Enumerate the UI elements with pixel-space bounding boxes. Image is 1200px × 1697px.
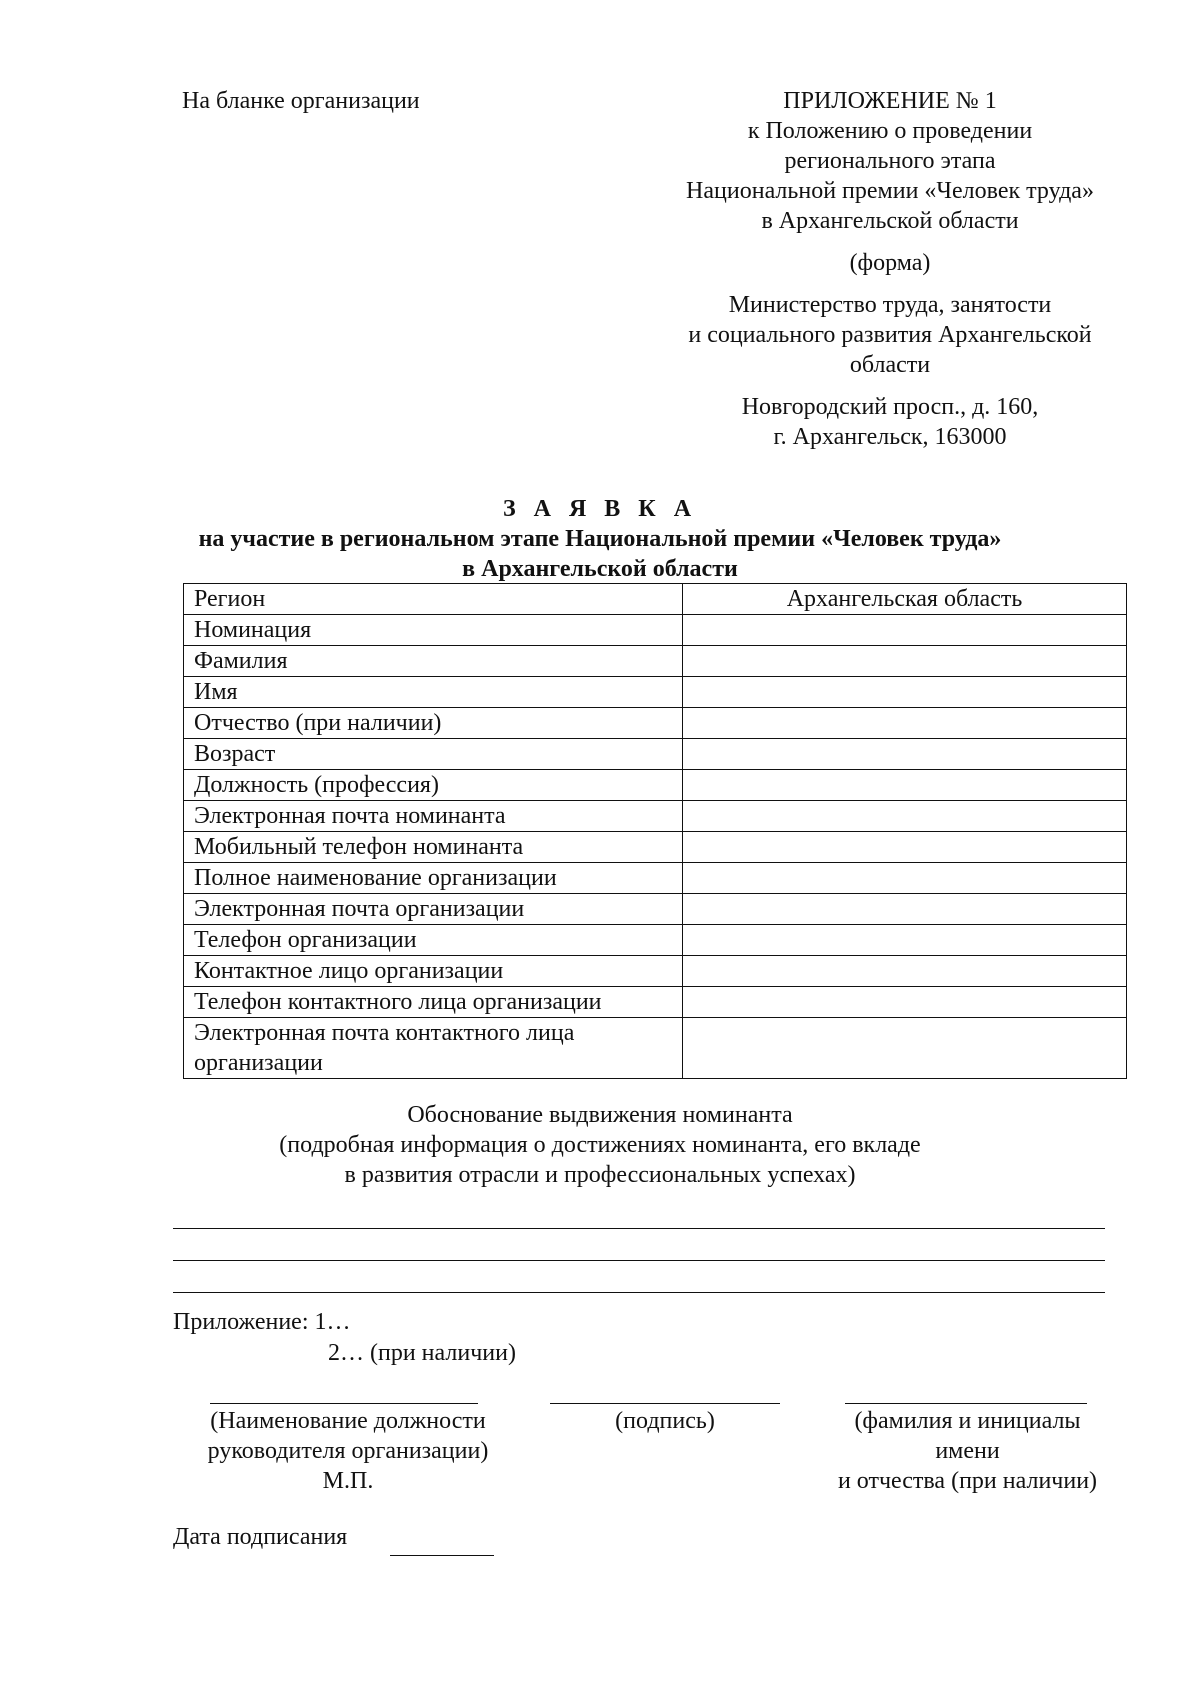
table-row [184, 894, 1127, 925]
table-row [184, 584, 1127, 615]
field-value[interactable] [683, 646, 1127, 677]
appendix-line: к Положению о проведении [747, 118, 1033, 144]
recipient-line: и социального развития Архангельской [688, 322, 1092, 348]
field-label: Электронная почта организации [184, 894, 683, 925]
field-value[interactable] [683, 739, 1127, 770]
field-value[interactable]: Архангельская область [683, 584, 1127, 615]
field-label: Электронная почта номинанта [184, 801, 683, 832]
field-value[interactable] [683, 801, 1127, 832]
field-label: Должность (профессия) [184, 770, 683, 801]
field-value[interactable] [683, 863, 1127, 894]
attachment-line-2: 2… (при наличии) [328, 1340, 516, 1366]
position-caption-line: (Наименование должности [210, 1408, 486, 1434]
justification-note: в развития отрасли и профессиональных успехах) [344, 1162, 856, 1188]
field-value[interactable] [683, 987, 1127, 1018]
field-value[interactable] [683, 832, 1127, 863]
address-line: г. Архангельск, 163000 [773, 424, 1007, 450]
field-value[interactable] [683, 956, 1127, 987]
signature-line[interactable] [550, 1403, 780, 1404]
field-label: Телефон организации [184, 925, 683, 956]
justification-block [0, 1100, 1200, 1190]
field-label: Полное наименование организации [184, 863, 683, 894]
field-label: Регион [184, 584, 683, 615]
table-row [184, 863, 1127, 894]
table-row [184, 925, 1127, 956]
appendix-header [650, 86, 1130, 452]
fill-in-line[interactable] [173, 1292, 1105, 1293]
field-value[interactable] [683, 925, 1127, 956]
name-caption-line: (фамилия и инициалы [854, 1408, 1081, 1434]
field-label: Контактное лицо организации [184, 956, 683, 987]
justification-note: (подробная информация о достижениях номинанта, его вкладе [279, 1132, 921, 1158]
signing-date-label: Дата подписания [173, 1524, 348, 1550]
justification-heading: Обоснование выдвижения номинанта [407, 1102, 793, 1128]
field-label: Телефон контактного лица организации [184, 987, 683, 1018]
title-main: З А Я В К А [502, 496, 698, 522]
letterhead-note: На бланке организации [182, 88, 420, 114]
title-subline: на участие в региональном этапе Национальной премии «Человек труда» [198, 526, 1002, 552]
address-line: Новгородский просп., д. 160, [741, 394, 1039, 420]
position-caption-line: руководителя организации) [207, 1438, 489, 1464]
position-signature-line[interactable] [210, 1403, 478, 1404]
table-row [184, 677, 1127, 708]
field-value[interactable] [683, 677, 1127, 708]
field-label: Возраст [184, 739, 683, 770]
appendix-line: ПРИЛОЖЕНИЕ № 1 [783, 88, 997, 114]
form-note: (форма) [849, 250, 931, 276]
table-row [184, 987, 1127, 1018]
application-title [0, 494, 1200, 584]
appendix-line: Национальной премии «Человек труда» [686, 178, 1094, 204]
field-label: Мобильный телефон номинанта [184, 832, 683, 863]
table-row [184, 832, 1127, 863]
table-row [184, 770, 1127, 801]
title-subline: в Архангельской области [462, 556, 738, 582]
field-value[interactable] [683, 1018, 1127, 1079]
fill-in-line[interactable] [173, 1228, 1105, 1229]
field-value[interactable] [683, 708, 1127, 739]
appendix-line: регионального этапа [784, 148, 996, 174]
position-caption [183, 1406, 513, 1496]
field-label: Фамилия [184, 646, 683, 677]
table-row [184, 615, 1127, 646]
name-caption-line: и отчества (при наличии) [837, 1468, 1098, 1494]
table-row [184, 956, 1127, 987]
name-caption-line: имени [935, 1438, 1000, 1464]
field-label: Номинация [184, 615, 683, 646]
appendix-line: в Архангельской области [761, 208, 1019, 234]
attachment-line-1: Приложение: 1… [173, 1309, 351, 1335]
signature-caption: (подпись) [615, 1408, 715, 1434]
application-table [183, 583, 1127, 1079]
table-row [184, 708, 1127, 739]
table-row [184, 646, 1127, 677]
field-value[interactable] [683, 770, 1127, 801]
field-value[interactable] [683, 615, 1127, 646]
stamp-mark: М.П. [322, 1468, 374, 1494]
table-row [184, 739, 1127, 770]
table-row [184, 1018, 1127, 1079]
field-label: Отчество (при наличии) [184, 708, 683, 739]
field-value[interactable] [683, 894, 1127, 925]
recipient-line: Министерство труда, занятости [728, 292, 1052, 318]
recipient-line: области [849, 352, 931, 378]
signing-date-line[interactable] [390, 1555, 494, 1556]
name-caption [820, 1406, 1115, 1496]
fill-in-line[interactable] [173, 1260, 1105, 1261]
name-signature-line[interactable] [845, 1403, 1087, 1404]
field-label: Имя [184, 677, 683, 708]
table-row [184, 801, 1127, 832]
field-label: Электронная почта контактного лица организации [184, 1018, 683, 1079]
